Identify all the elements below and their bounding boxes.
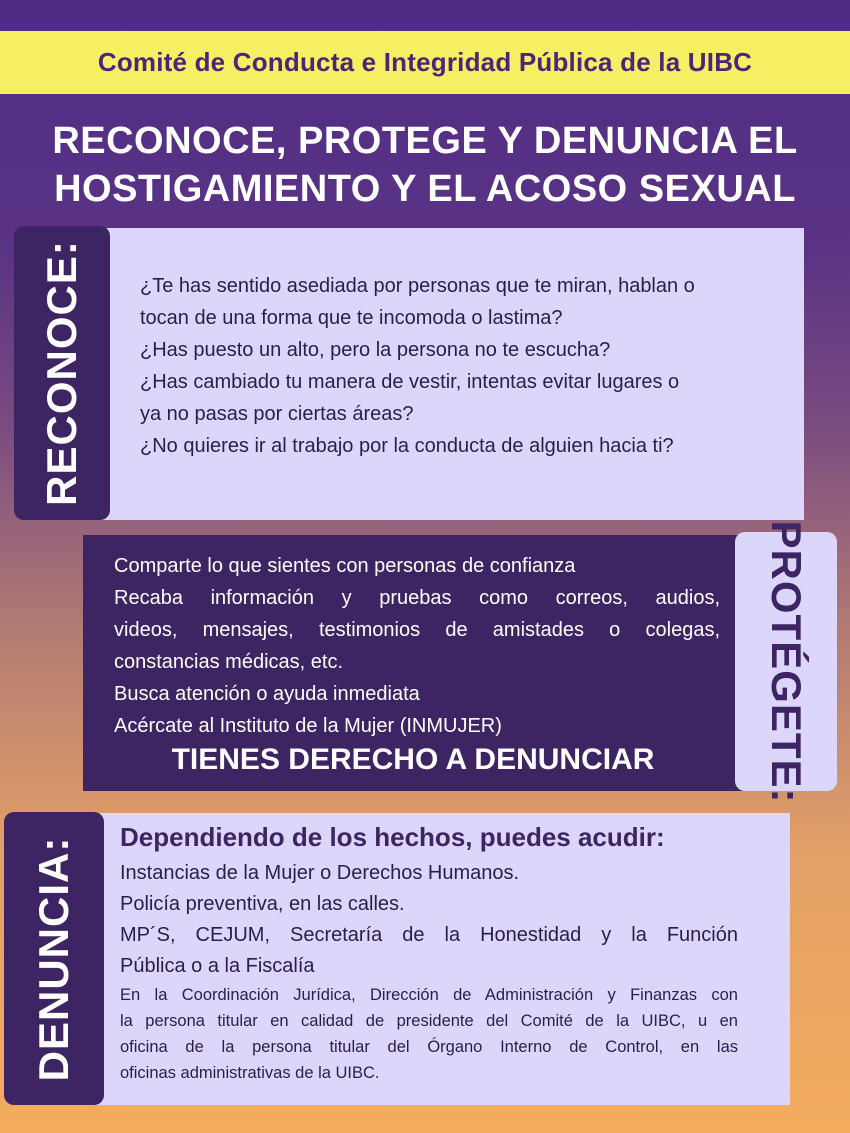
denuncia-text bbox=[120, 858, 738, 982]
protegete-line: Acércate al Instituto de la Mujer (INMUJER) bbox=[114, 715, 502, 737]
denuncia-small-line: la persona titular en calidad de presidente del Comité de la UIBC, u en bbox=[120, 1012, 738, 1030]
headline bbox=[30, 117, 820, 213]
denuncia-line: Instancias de la Mujer o Derechos Humanos. bbox=[120, 862, 520, 884]
protegete-line: Recaba información y pruebas como correos, audios, bbox=[114, 587, 720, 609]
protegete-line: Busca atención o ayuda inmediata bbox=[114, 683, 420, 705]
denuncia-small-text bbox=[120, 982, 738, 1086]
denuncia-small-line: En la Coordinación Jurídica, Dirección de Administración y Finanzas con bbox=[120, 986, 738, 1004]
reconoce-line: tocan de una forma que te incomoda o lastima? bbox=[140, 307, 563, 329]
denuncia-small-line: oficinas administrativas de la UIBC. bbox=[120, 1064, 380, 1082]
headline-line-1: RECONOCE, PROTEGE Y DENUNCIA EL bbox=[52, 120, 798, 162]
denuncia-small-line: oficina de la persona titular del Órgano Interno de Control, en las bbox=[120, 1038, 738, 1056]
protegete-line: videos, mensajes, testimonios de amistades o colegas, bbox=[114, 619, 720, 641]
banner-title: Comité de Conducta e Integridad Pública de la UIBC bbox=[97, 47, 753, 77]
reconoce-label: RECONOCE: bbox=[38, 240, 85, 506]
protegete-tab bbox=[735, 519, 837, 804]
protegete-line: Comparte lo que sientes con personas de confianza bbox=[114, 555, 576, 577]
headline-line-2: HOSTIGAMIENTO Y EL ACOSO SEXUAL bbox=[54, 168, 796, 210]
denuncia-label: DENUNCIA: bbox=[30, 836, 77, 1081]
title-banner bbox=[0, 31, 850, 94]
protegete-cta: TIENES DERECHO A DENUNCIAR bbox=[171, 743, 655, 776]
denuncia-line: Policía preventiva, en las calles. bbox=[120, 893, 405, 915]
denuncia-tab bbox=[4, 812, 104, 1105]
reconoce-line: ¿Has puesto un alto, pero la persona no te escucha? bbox=[140, 339, 611, 361]
protegete-label: PROTÉGETE: bbox=[763, 519, 810, 804]
reconoce-text bbox=[140, 270, 780, 462]
reconoce-line: ¿No quieres ir al trabajo por la conducta de alguien hacia ti? bbox=[140, 435, 674, 457]
denuncia-line: Pública o a la Fiscalía bbox=[120, 955, 315, 977]
reconoce-tab bbox=[14, 226, 110, 520]
protegete-line: constancias médicas, etc. bbox=[114, 651, 343, 673]
reconoce-line: ya no pasas por ciertas áreas? bbox=[140, 403, 414, 425]
denuncia-line: MP´S, CEJUM, Secretaría de la Honestidad y la Función bbox=[120, 924, 738, 946]
reconoce-line: ¿Te has sentido asediada por personas que te miran, hablan o bbox=[140, 275, 695, 297]
denuncia-heading: Dependiendo de los hechos, puedes acudir: bbox=[120, 822, 665, 852]
reconoce-line: ¿Has cambiado tu manera de vestir, intentas evitar lugares o bbox=[140, 371, 680, 393]
protegete-text bbox=[114, 550, 720, 742]
